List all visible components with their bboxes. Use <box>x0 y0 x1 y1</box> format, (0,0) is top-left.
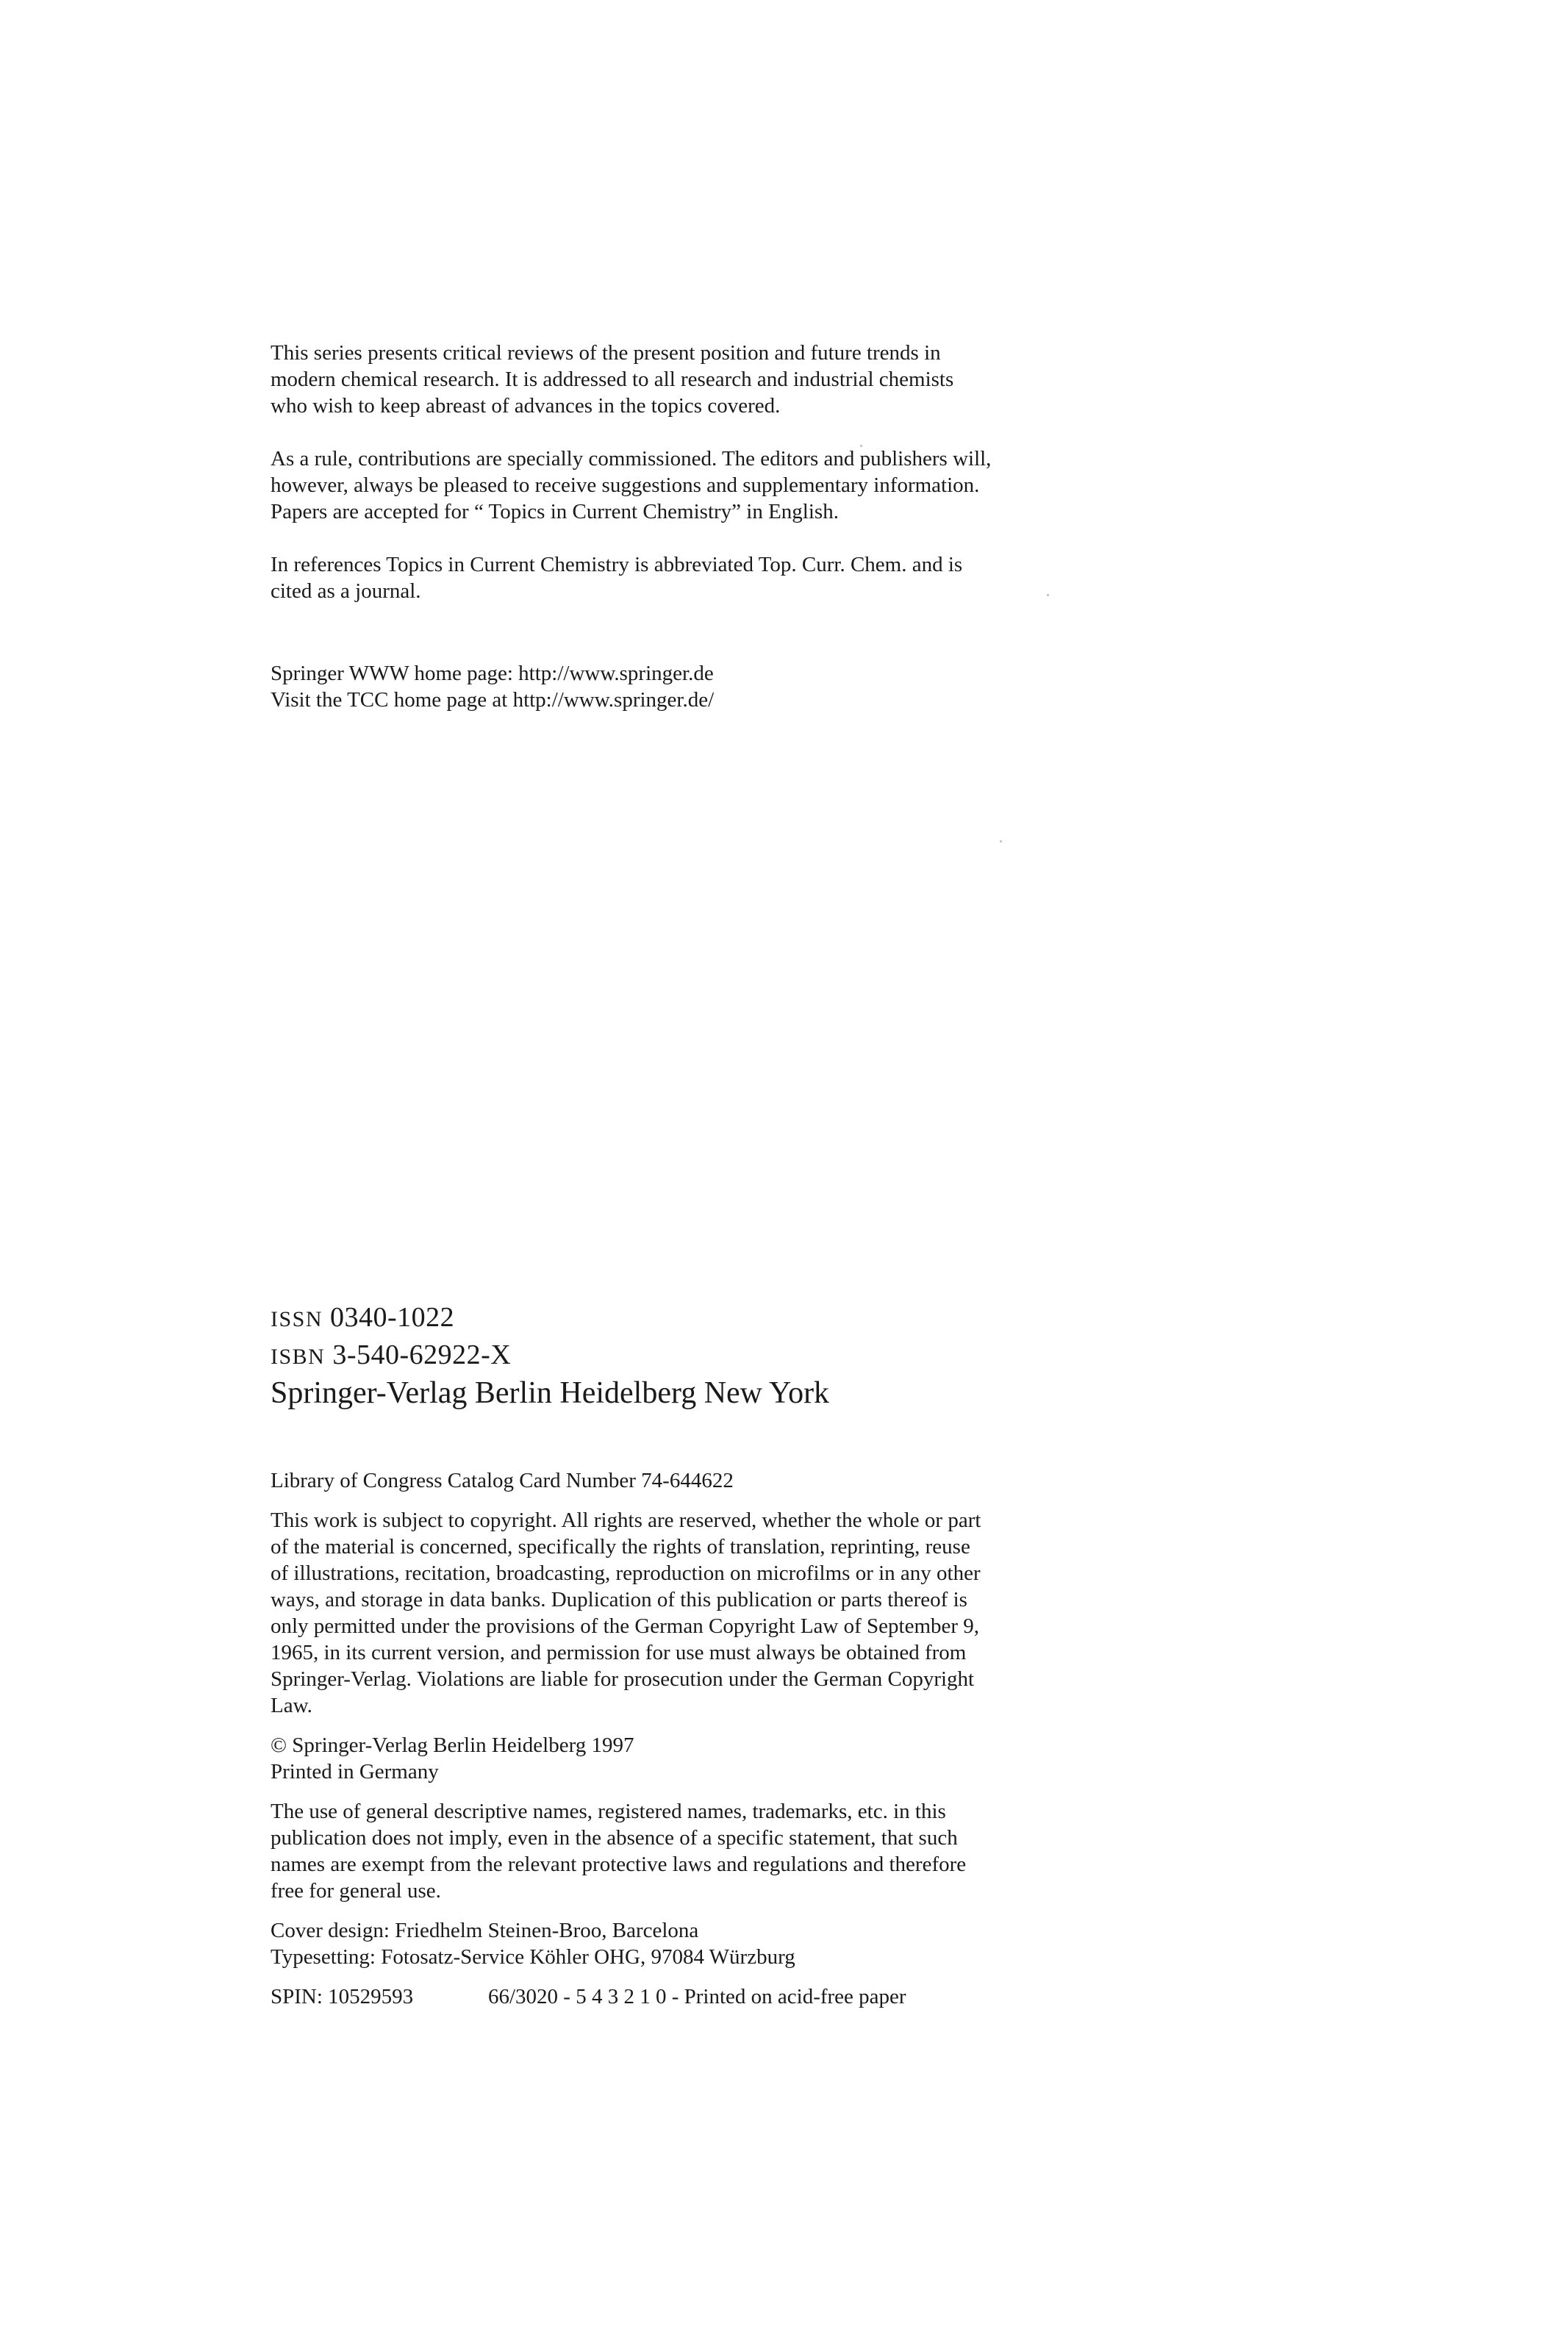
trademark-paragraph <box>271 1798 1063 1904</box>
text-line: names are exempt from the relevant protective laws and regulations and therefore <box>271 1853 967 1876</box>
springer-home-link[interactable]: Springer WWW home page: http://www.springer.de <box>271 662 714 685</box>
text-line: © Springer-Verlag Berlin Heidelberg 1997 <box>271 1733 634 1757</box>
web-links <box>271 660 1063 713</box>
text-line: In references Topics in Current Chemistry is abbreviated Top. Curr. Chem. and is <box>271 553 963 576</box>
text-line: cited as a journal. <box>271 579 421 603</box>
tcc-home-link[interactable]: Visit the TCC home page at http://www.springer.de/ <box>271 688 715 712</box>
scan-speck <box>1000 840 1002 842</box>
spin-row <box>271 1983 1063 2010</box>
publisher-line: Springer-Verlag Berlin Heidelberg New York <box>271 1376 830 1410</box>
scan-speck <box>1047 594 1049 596</box>
issn-label: ISSN <box>271 1307 323 1331</box>
text-line: This work is subject to copyright. All rights are reserved, whether the whole or part <box>271 1509 981 1532</box>
text-line: modern chemical research. It is addressed to all research and industrial chemists <box>271 368 954 391</box>
print-info: 66/3020 - 5 4 3 2 1 0 - Printed on acid-free paper <box>488 1985 906 2008</box>
loc-number <box>271 1467 1063 1494</box>
typesetting: Typesetting: Fotosatz-Service Köhler OHG, 97084 Würzburg <box>271 1945 795 1969</box>
imprint-paragraph <box>271 1732 1063 1785</box>
scan-speck <box>860 445 862 447</box>
text-line: Printed in Germany <box>271 1760 439 1783</box>
copyright-paragraph <box>271 1507 1063 1719</box>
isbn-block <box>271 1300 1063 1411</box>
text-line: This series presents critical reviews of the present position and future trends in <box>271 341 941 365</box>
cover-design: Cover design: Friedhelm Steinen-Broo, Barcelona <box>271 1919 699 1942</box>
series-paragraph <box>271 340 1063 419</box>
text-line: only permitted under the provisions of the German Copyright Law of September 9, <box>271 1614 980 1638</box>
text-line: who wish to keep abreast of advances in the topics covered. <box>271 394 781 418</box>
text-line: ways, and storage in data banks. Duplication of this publication or parts thereof is <box>271 1588 967 1611</box>
text-line: Papers are accepted for “ Topics in Current Chemistry” in English. <box>271 500 839 523</box>
text-line: of illustrations, recitation, broadcasting, reproduction on microfilms or in any other <box>271 1561 981 1585</box>
text-line: Springer-Verlag. Violations are liable for prosecution under the German Copyright <box>271 1667 975 1691</box>
issn-value: 0340-1022 <box>330 1302 455 1333</box>
text-line: The use of general descriptive names, registered names, trademarks, etc. in this <box>271 1800 946 1823</box>
text-line: of the material is concerned, specifically the rights of translation, reprinting, reuse <box>271 1535 970 1559</box>
legal-notices <box>271 1467 1063 2010</box>
isbn-line <box>271 1337 1063 1375</box>
text-line: Law. <box>271 1694 312 1717</box>
series-description <box>271 340 1063 631</box>
web-paragraph <box>271 660 1063 713</box>
text-line: however, always be pleased to receive suggestions and supplementary information. <box>271 473 980 497</box>
references-paragraph <box>271 551 1063 604</box>
contributions-paragraph <box>271 446 1063 525</box>
text-line: As a rule, contributions are specially commissioned. The editors and publishers will, <box>271 447 992 470</box>
text-line: publication does not imply, even in the absence of a specific statement, that such <box>271 1826 958 1850</box>
isbn-label: ISBN <box>271 1345 326 1369</box>
issn-line <box>271 1300 1063 1337</box>
text-line: Library of Congress Catalog Card Number 74-644622 <box>271 1469 734 1492</box>
text-line: free for general use. <box>271 1879 441 1903</box>
isbn-value: 3-540-62922-X <box>332 1339 512 1370</box>
production-credits <box>271 1917 1063 1970</box>
text-line: 1965, in its current version, and permission for use must always be obtained from <box>271 1641 967 1664</box>
spin-number: SPIN: 10529593 <box>271 1985 414 2008</box>
